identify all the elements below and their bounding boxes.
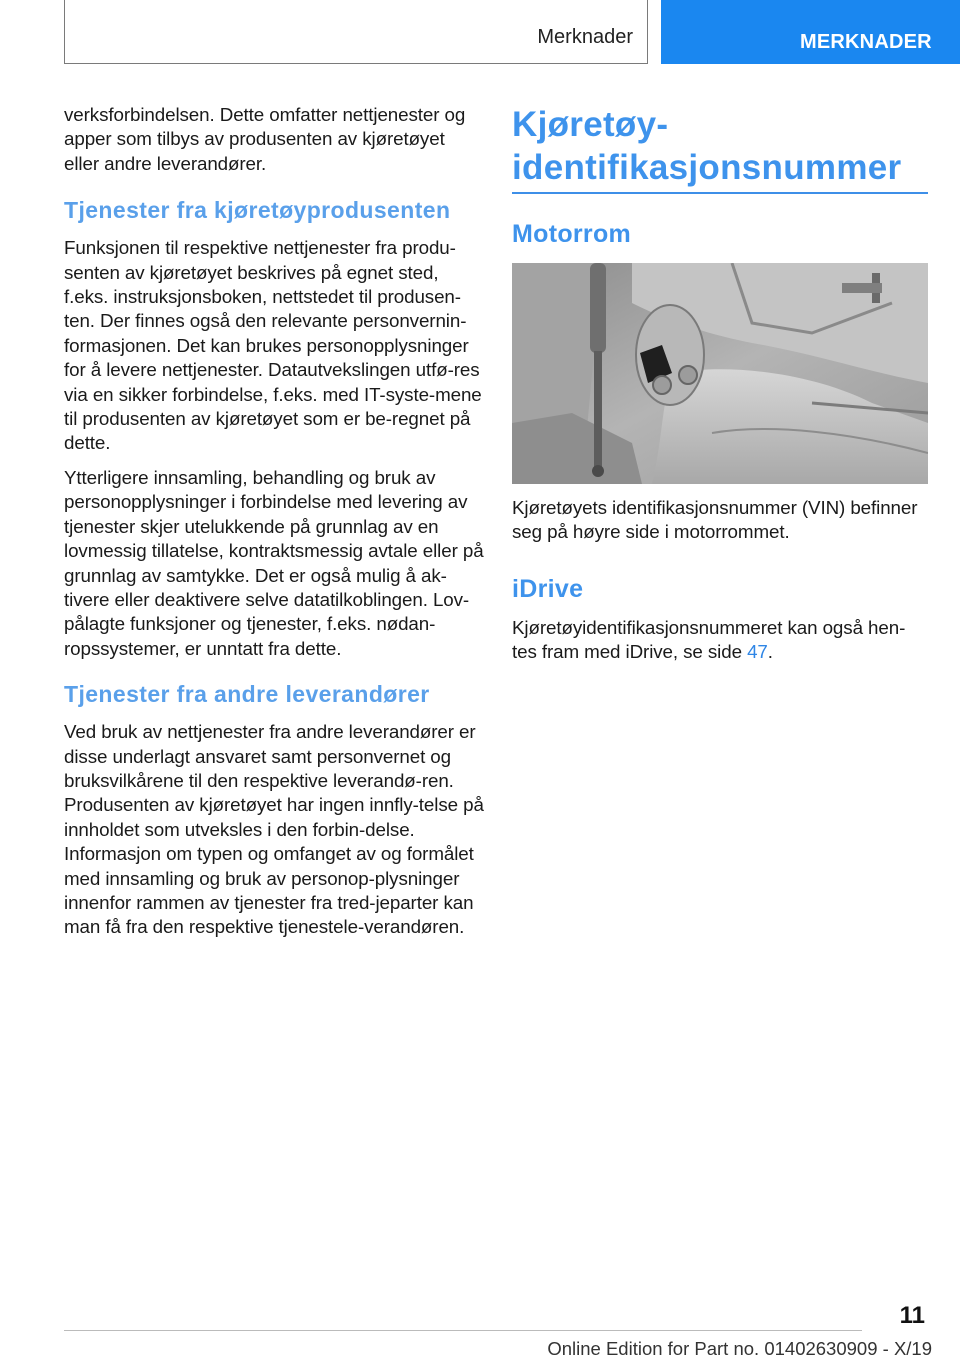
engine-bay-photo [512, 263, 928, 484]
section-title-line-2: identifikasjonsnummer [512, 148, 902, 187]
paragraph-manufacturer-2: Ytterligere innsamling, behandling og bruk av personopplysninger i forbindelse med levering av tjenester skjer utelukkende på grunnlag av en lovmessig tillatelse, kontraktsmessig avtale eller på grunnlag av samtykke. Det er også mulig å ak-tivere eller deaktivere selve datatilkoblingen. Lov-pålagte funksjoner og tjenester, f.eks. nødan-ropssystemer, er unntatt fra dette. [64, 466, 484, 659]
footer-edition: Online Edition for Part no. 01402630909 - X/19 [547, 1338, 932, 1359]
vin-location-text: Kjøretøyets identifikasjonsnummer (VIN) befinner seg på høyre side i motorrommet. [512, 497, 918, 543]
heading-idrive: iDrive [512, 574, 584, 603]
heading-manufacturer-services: Tjenester fra kjøretøyprodusenten [64, 197, 451, 224]
section-title-line-1: Kjøretøy- [512, 105, 669, 144]
header-box [64, 0, 648, 64]
page-number: 11 [899, 1302, 925, 1329]
right-column [512, 103, 928, 675]
header-tab[interactable]: MERKNADER [661, 0, 960, 64]
paragraph-intro: verksforbindelsen. Dette omfatter nettjenester og apper som tilbys av produsenten av kjøretøyet eller andre leverandører. [64, 104, 466, 174]
header-section-title: Merknader [537, 26, 633, 48]
heading-third-party-services: Tjenester fra andre leverandører [64, 681, 430, 708]
paragraph-manufacturer-1: Funksjonen til respektive nettjenester fra produ-senten av kjøretøyet beskrives på egnet sted, f.eks. instruksjonsboken, nettstedet til produsen-ten. Der finnes også den relevante personvernin-formasjonen. Det kan brukes personopplysninger for å levere nettjenester. Datautvekslingen utfø-res via en sikker forbindelse, f.eks. med IT-syste-mene til produsenten av kjøretøyet som er be-regnet på dette. [64, 237, 482, 454]
heading-motorrom: Motorrom [512, 220, 632, 248]
page-47-link[interactable]: 47 [747, 641, 768, 663]
idrive-text-body: Kjøretøyidentifikasjonsnummeret kan også hen-tes fram med iDrive, se side [512, 616, 906, 663]
section-title [512, 103, 928, 194]
paragraph-third-party: Ved bruk av nettjenester fra andre leverandører er disse underlagt ansvaret samt personvernet og bruksvilkårene til den respektive leverandø-ren. Produsenten av kjøretøyet har ingen innfly-telse på innholdet som utveksles i den forbin-delse. Informasjon om typen og omfanget av og formålet med innsamling og bruk av personop-plysninger innenfor rammen av tjenester fra tred-jeparter kan man få fra den respektive tjenestele-verandøren. [64, 721, 484, 938]
left-column [64, 103, 484, 950]
idrive-text [512, 616, 928, 665]
footer-divider [64, 1330, 862, 1331]
idrive-text-end: . [767, 641, 773, 663]
